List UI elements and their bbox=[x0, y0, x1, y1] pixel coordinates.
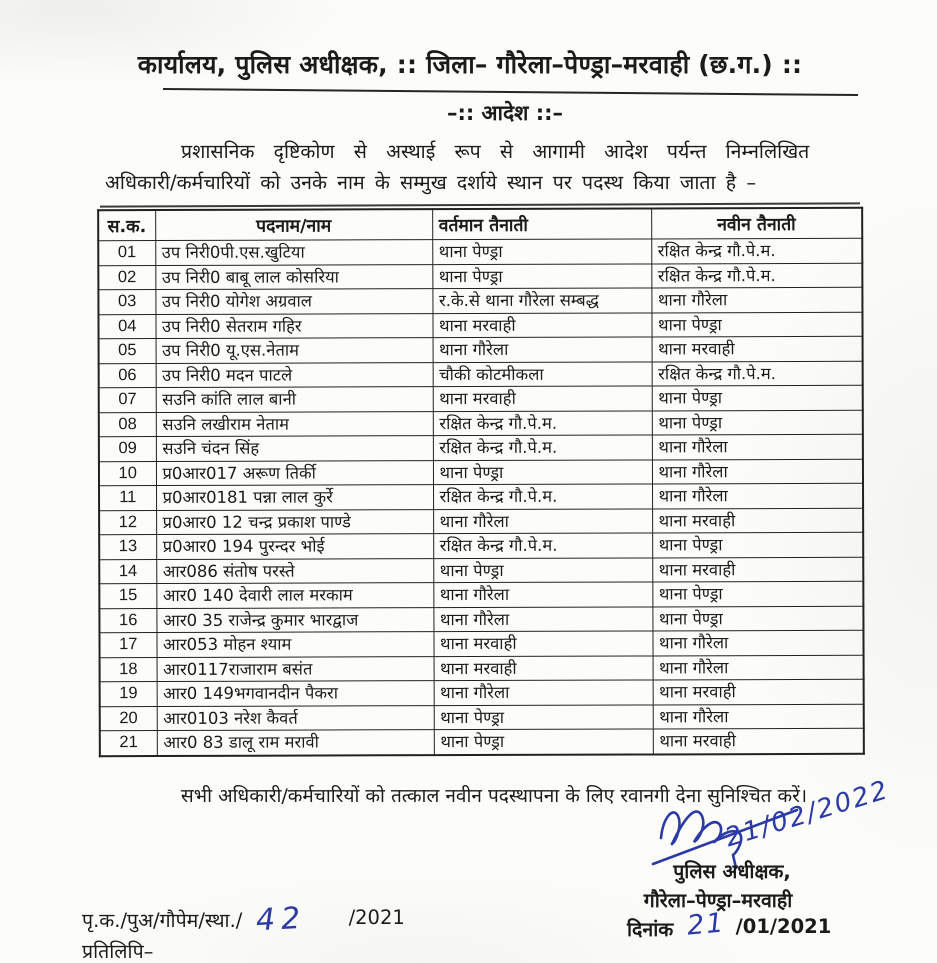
closing-instruction: सभी अधिकारी/कर्मचारियों को तत्काल नवीन पदस्थापना के लिए रवानगी देना सुनिश्चित करें। bbox=[180, 785, 808, 807]
name-cell: उप निरी0 सेतराम गहिर bbox=[155, 313, 432, 338]
reference-suffix: /2021 bbox=[348, 906, 405, 929]
name-cell: आर0103 नरेश कैवर्त bbox=[157, 705, 434, 730]
table-row bbox=[100, 655, 864, 682]
reference-prefix: पृ.क./पुअ/गौपेम/स्था./ bbox=[82, 909, 243, 932]
current-posting-cell: थाना मरवाही bbox=[433, 386, 652, 411]
table-row bbox=[99, 630, 863, 657]
new-posting-cell: थाना पेण्ड्रा bbox=[652, 385, 863, 410]
intro-paragraph-line1: प्रशासनिक दृष्टिकोण से अस्थाई रूप से आगामी आदेश पर्यन्त निम्नलिखित bbox=[181, 140, 810, 163]
serial-cell: 19 bbox=[100, 682, 157, 707]
name-cell: सउनि कांति लाल बानी bbox=[156, 387, 433, 412]
signatory-district: गौरेला–पेण्ड्रा–मरवाही bbox=[643, 889, 793, 912]
current-posting-cell: थाना मरवाही bbox=[434, 655, 653, 680]
new-posting-cell: थाना पेण्ड्रा bbox=[652, 532, 863, 557]
header-new-posting: नवीन तैनाती bbox=[651, 208, 862, 239]
serial-cell: 03 bbox=[98, 290, 155, 315]
intro-paragraph-line2: अधिकारी/कर्मचारियों को उनके नाम के सम्मुख दर्शाये स्थान पर पदस्थ किया जाता है – bbox=[105, 171, 757, 194]
new-posting-cell: रक्षित केन्द्र गौ.पे.म. bbox=[651, 263, 862, 288]
serial-cell: 08 bbox=[99, 412, 156, 437]
copy-to-label: प्रतिलिपि– bbox=[82, 940, 154, 963]
current-posting-cell: रक्षित केन्द्र गौ.पे.म. bbox=[433, 435, 652, 460]
current-posting-cell: थाना पेण्ड्रा bbox=[434, 704, 653, 729]
handwritten-signature-date: 21/02/2022 bbox=[721, 774, 893, 854]
header-current-posting: वर्तमान तैनाती bbox=[432, 208, 651, 239]
serial-cell: 20 bbox=[100, 706, 157, 731]
serial-cell: 14 bbox=[99, 559, 156, 584]
serial-cell: 02 bbox=[98, 265, 155, 290]
name-cell: प्र0आर0 194 पुरन्दर भोई bbox=[156, 534, 433, 559]
table-row bbox=[99, 434, 863, 461]
current-posting-cell: चौकी कोटमीकला bbox=[433, 361, 652, 386]
serial-cell: 21 bbox=[100, 731, 157, 756]
current-posting-cell: रक्षित केन्द्र गौ.पे.म. bbox=[433, 410, 652, 435]
new-posting-cell: थाना गौरेला bbox=[653, 655, 864, 680]
name-cell: प्र0आर0181 पन्ना लाल कुर्रे bbox=[156, 485, 433, 510]
serial-cell: 04 bbox=[98, 314, 155, 339]
serial-cell: 17 bbox=[99, 633, 156, 658]
table-row bbox=[100, 728, 864, 755]
table-row bbox=[99, 336, 863, 363]
new-posting-cell: थाना मरवाही bbox=[652, 336, 863, 361]
table-row bbox=[99, 410, 863, 437]
current-posting-cell: थाना मरवाही bbox=[432, 312, 651, 337]
current-posting-cell: रक्षित केन्द्र गौ.पे.म. bbox=[433, 484, 652, 509]
new-posting-cell: थाना गौरेला bbox=[652, 434, 863, 459]
current-posting-cell: थाना पेण्ड्रा bbox=[433, 459, 652, 484]
new-posting-cell: थाना गौरेला bbox=[652, 483, 863, 508]
new-posting-cell: थाना मरवाही bbox=[652, 557, 863, 582]
new-posting-cell: थाना मरवाही bbox=[653, 728, 864, 754]
current-posting-cell: थाना पेण्ड्रा bbox=[433, 557, 652, 582]
name-cell: आर0 149भगवानदीन पैकरा bbox=[157, 681, 434, 706]
name-cell: सउनि लखीराम नेताम bbox=[156, 411, 433, 436]
current-posting-cell: थाना गौरेला bbox=[433, 606, 652, 631]
table-row bbox=[99, 581, 863, 608]
reference-number-line bbox=[82, 900, 405, 939]
name-cell: उप निरी0पी.एस.खुटिया bbox=[155, 240, 432, 265]
serial-cell: 13 bbox=[99, 535, 156, 560]
serial-cell: 05 bbox=[99, 339, 156, 364]
order-heading: –:: आदेश ::– bbox=[446, 101, 564, 125]
new-posting-cell: थाना गौरेला bbox=[652, 459, 863, 484]
transfer-table-body bbox=[98, 238, 864, 755]
serial-cell: 18 bbox=[100, 657, 157, 682]
table-row bbox=[98, 263, 862, 290]
current-posting-cell: थाना पेण्ड्रा bbox=[432, 239, 651, 264]
table-row bbox=[100, 679, 864, 706]
current-posting-cell: थाना पेण्ड्रा bbox=[432, 263, 651, 288]
name-cell: आर0 83 डालू राम मरावी bbox=[157, 730, 434, 756]
current-posting-cell: थाना गौरेला bbox=[433, 508, 652, 533]
current-posting-cell: थाना गौरेला bbox=[433, 582, 652, 607]
handwritten-day: 21 bbox=[685, 907, 727, 942]
table-row bbox=[98, 287, 862, 314]
new-posting-cell: रक्षित केन्द्र गौ.पे.म. bbox=[652, 361, 863, 386]
name-cell: आर0117राजाराम बसंत bbox=[157, 656, 434, 681]
transfer-table-container bbox=[97, 207, 863, 757]
current-posting-cell: थाना गौरेला bbox=[434, 680, 653, 705]
current-posting-cell: थाना पेण्ड्रा bbox=[434, 729, 653, 755]
order-date-line bbox=[627, 907, 832, 942]
table-row bbox=[98, 238, 862, 265]
table-row bbox=[99, 557, 863, 584]
signatory-designation: पुलिस अधीक्षक, bbox=[673, 860, 791, 883]
name-cell: सउनि चंदन सिंह bbox=[156, 436, 433, 461]
table-row bbox=[99, 361, 863, 388]
table-header-row bbox=[98, 208, 862, 241]
new-posting-cell: थाना गौरेला bbox=[652, 630, 863, 655]
date-rest: /01/2021 bbox=[735, 915, 832, 938]
current-posting-cell: थाना मरवाही bbox=[433, 631, 652, 656]
header-serial: स.क. bbox=[98, 210, 155, 241]
serial-cell: 15 bbox=[99, 584, 156, 609]
table-row bbox=[98, 312, 862, 339]
serial-cell: 06 bbox=[99, 363, 156, 388]
name-cell: उप निरी0 मदन पाटले bbox=[156, 362, 433, 387]
current-posting-cell: थाना गौरेला bbox=[433, 337, 652, 362]
name-cell: प्र0आर017 अरूण तिर्की bbox=[156, 460, 433, 485]
current-posting-cell: र.के.से थाना गौरेला सम्बद्ध bbox=[432, 288, 651, 313]
table-row bbox=[99, 508, 863, 535]
new-posting-cell: थाना मरवाही bbox=[652, 508, 863, 533]
current-posting-cell: रक्षित केन्द्र गौ.पे.म. bbox=[433, 533, 652, 558]
serial-cell: 07 bbox=[99, 388, 156, 413]
transfer-table bbox=[97, 207, 865, 757]
table-row bbox=[99, 459, 863, 486]
new-posting-cell: थाना मरवाही bbox=[653, 679, 864, 704]
new-posting-cell: थाना गौरेला bbox=[653, 704, 864, 729]
serial-cell: 09 bbox=[99, 437, 156, 462]
handwritten-reference-number: 42 bbox=[255, 900, 308, 939]
name-cell: प्र0आर0 12 चन्द्र प्रकाश पाण्डे bbox=[156, 509, 433, 534]
new-posting-cell: थाना पेण्ड्रा bbox=[651, 312, 862, 337]
serial-cell: 01 bbox=[98, 241, 155, 266]
table-row bbox=[99, 606, 863, 633]
name-cell: आर0 140 देवारी लाल मरकाम bbox=[156, 583, 433, 608]
new-posting-cell: थाना गौरेला bbox=[651, 287, 862, 312]
header-designation-name: पदनाम/नाम bbox=[155, 209, 432, 240]
name-cell: आर086 संतोष परस्ते bbox=[156, 558, 433, 583]
new-posting-cell: थाना पेण्ड्रा bbox=[652, 606, 863, 631]
table-row bbox=[99, 483, 863, 510]
new-posting-cell: थाना पेण्ड्रा bbox=[652, 581, 863, 606]
date-label: दिनांक bbox=[627, 918, 674, 941]
serial-cell: 16 bbox=[99, 608, 156, 633]
serial-cell: 10 bbox=[99, 461, 156, 486]
table-row bbox=[100, 704, 864, 731]
table-row bbox=[99, 532, 863, 559]
letterhead-title: कार्यालय, पुलिस अधीक्षक, :: जिला– गौरेला–पेण्ड्रा–मरवाही (छ.ग.) :: bbox=[137, 50, 803, 79]
name-cell: उप निरी0 यू.एस.नेताम bbox=[156, 338, 433, 363]
name-cell: आर053 मोहन श्याम bbox=[156, 632, 433, 657]
title-underline bbox=[163, 88, 858, 96]
name-cell: उप निरी0 योगेश अग्रवाल bbox=[155, 289, 432, 314]
serial-cell: 12 bbox=[99, 510, 156, 535]
new-posting-cell: रक्षित केन्द्र गौ.पे.म. bbox=[651, 238, 862, 263]
table-row bbox=[99, 385, 863, 412]
serial-cell: 11 bbox=[99, 486, 156, 511]
new-posting-cell: थाना पेण्ड्रा bbox=[652, 410, 863, 435]
name-cell: उप निरी0 बाबू लाल कोसरिया bbox=[155, 264, 432, 289]
name-cell: आर0 35 राजेन्द्र कुमार भारद्वाज bbox=[156, 607, 433, 632]
